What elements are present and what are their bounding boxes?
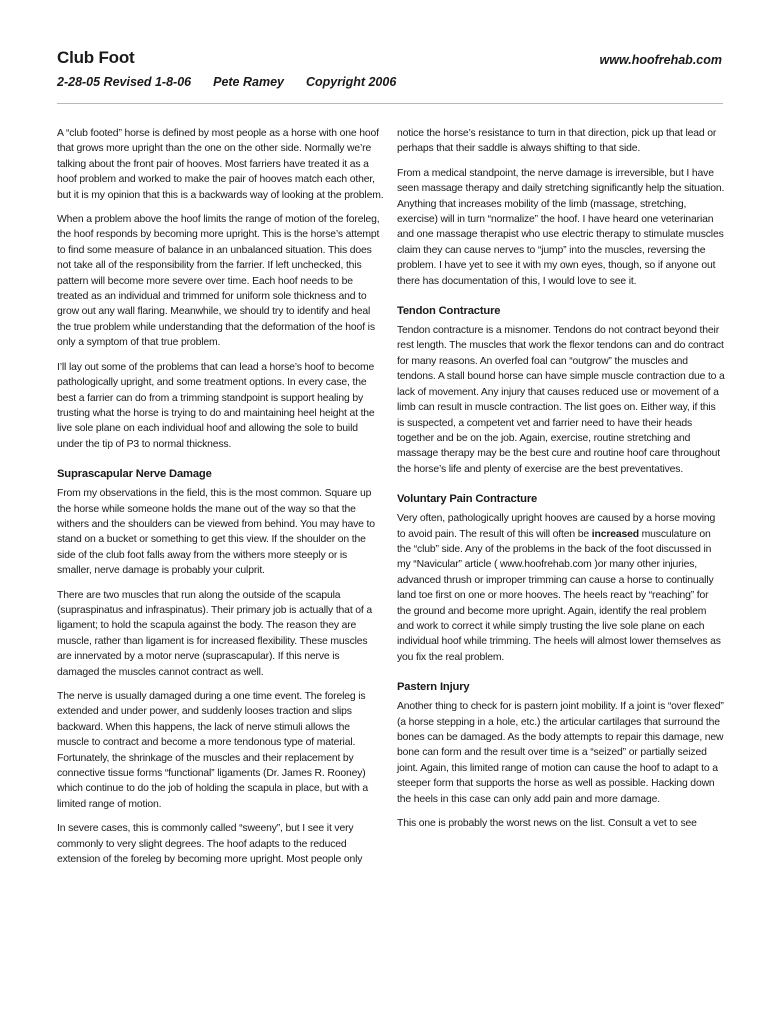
paragraph: Tendon contracture is a misnomer. Tendons do not contract beyond their rest length. The muscles that work the flexor tendons can and do contract for many reasons. An overfed foal can “outgrow” the muscles and tendons. A stall bound horse can have simple muscle contraction due to a lack of movement. Any injury that causes reduced use or movement of a limb can result in muscle contraction. The list goes on. Either way, if this is suspected, a competent vet and farrier need to have their heads together and be on the job. Again, exercise, routine stretching and massage therapy may be the best cure and routine hoof care throughout the horse’s life and plenty of exercise are the best preventatives. — [397, 325, 725, 475]
paragraph: From my observations in the field, this is the most common. Square up the horse while someone holds the mane out of the way so that the withers and the shoulders can be viewed from behind. You may have to stand on a bucket or something to get this view. If the shoulder on the side of the club foot falls away from the withers more steeply or is smaller, nerve damage is probably your culprit. — [57, 488, 375, 577]
website-link[interactable]: www.hoofrehab.com — [599, 53, 722, 67]
document-title: Club Foot — [57, 48, 135, 67]
paragraph: When a problem above the hoof limits the range of motion of the foreleg, the hoof responds by becoming more upright. This is the horse’s attempt to find some measure of balance in an unbalanced situation. This does not take all of the responsibility from the farrier. If left unchecked, this pattern will become more severe over time. Each hoof needs to be treated as an individual and trimmed for uniform sole thickness and to grow out any wall flaring. Meanwhile, we should try to identify and heal the true problem while understanding that the deformation of the hoof is only a symptom of that true problem. — [57, 214, 380, 349]
document-meta — [57, 75, 418, 89]
paragraph: In severe cases, this is commonly called “sweeny”, but I see it very commonly to very slight degrees. The hoof adapts to the reduced extension of the foreleg by becoming more upright. Most people only — [57, 823, 363, 866]
revision-date: 2-28-05 Revised 1-8-06 — [57, 75, 192, 89]
header-divider — [57, 103, 723, 104]
copyright-notice: Copyright 2006 — [305, 75, 397, 89]
paragraph: There are two muscles that run along the outside of the scapula (supraspinatus and infraspinatus). Their primary job is actually that of a ligament; to hold the scapula against the body. The reason they are muscle, rather than ligament is for increased flexibility. These muscles are innervated by a motor nerve (suprascapular). If this nerve is damaged the muscles cannot contract as well. — [57, 589, 373, 678]
paragraph: I’ll lay out some of the problems that can lead a horse’s hoof to become pathologically upright, and some treatment options. In every case, the best a farrier can do from a trimming standpoint is support healing by trusting what the horse is trying to do and maintaining heel height at the live sole plane on each individual hoof and allowing the sole to build under the tip of P3 to normal thickness. — [57, 361, 375, 450]
paragraph: A “club footed” horse is defined by most people as a horse with one hoof that grows more upright than the one on the other side. Normally we’re talking about the front pair of hooves. Most farriers have treated it as a hoof problem and worked to make the pair of hooves match each other, but it is my opinion that this is a backwards way of looking at the problem. — [57, 128, 384, 201]
section-heading-pastern: Pastern Injury — [397, 681, 470, 694]
emphasis-text: increased — [591, 528, 639, 540]
paragraph: notice the horse’s resistance to turn in that direction, pick up that lead or perhaps that their saddle is always shifting to that side. — [397, 128, 717, 155]
paragraph: From a medical standpoint, the nerve damage is irreversible, but I have seen massage therapy and daily stretching significantly help the situation. Anything that increases mobility of the limb (massage, stretching, exercise) will in turn “normalize” the hoof. I have heard one veterinarian and one massage therapist who use electric therapy to stimulate muscles claim they can cause nerves to “jump” into the muscles, reversing the problem. I have yet to see it with my own eyes, though, so if anyone out there has documentation of this, I would love to see it. — [397, 167, 725, 287]
paragraph — [397, 511, 725, 665]
paragraph: Another thing to check for is pastern joint mobility. If a joint is “over flexed” (a horse stepping in a hole, etc.) the articular cartilages that surround the bones can be damaged. As the body attempts to repair this damage, new bone can form and the result over time is a “seized” or partially seized joint. Again, this limited range of motion can cause the hoof to adapt to a steeper form that supports the horse as well as possible. Hacking down the heels in this case can only add pain and more damage. — [397, 701, 724, 805]
text-run: Very often, pathologically upright hooves are caused by a horse moving to avoid pain. The result of this will often be — [397, 513, 716, 540]
section-heading-voluntary-pain: Voluntary Pain Contracture — [397, 493, 538, 506]
section-heading-suprascapular: Suprascapular Nerve Damage — [57, 468, 212, 481]
author-name: Pete Ramey — [213, 75, 284, 89]
left-column — [57, 126, 384, 876]
right-column — [397, 126, 725, 840]
paragraph: This one is probably the worst news on the list. Consult a vet to see — [397, 818, 697, 830]
section-heading-tendon: Tendon Contracture — [397, 305, 501, 318]
text-run: musculature on the “club” side. Any of the problems in the back of the foot discussed in my “Navicular” article ( www.hoofrehab.com )or many other injuries, advanced thrush or improper trimming can cause a horse to continually land toe first on one or more hooves. The heels react by “reaching” for the ground and become more upright. Again, identify the real problem and work to correct it while simply trusting the live sole plane on each individual hoof while trimming. The heels will almost lower themselves as you fix the real problem. — [397, 528, 721, 663]
paragraph: The nerve is usually damaged during a one time event. The foreleg is extended and under power, and suddenly looses traction and slips backward. When this happens, the lack of nerve stimuli allows the muscle to contract and become a more tendonous type of material. Fortunately, the shrinkage of the muscles and their replacement by connective tissue forms “functional” ligaments (Dr. James R. Rooney) which continue to do the job of holding the scapula in place, but with a limited range of motion. — [57, 691, 368, 810]
